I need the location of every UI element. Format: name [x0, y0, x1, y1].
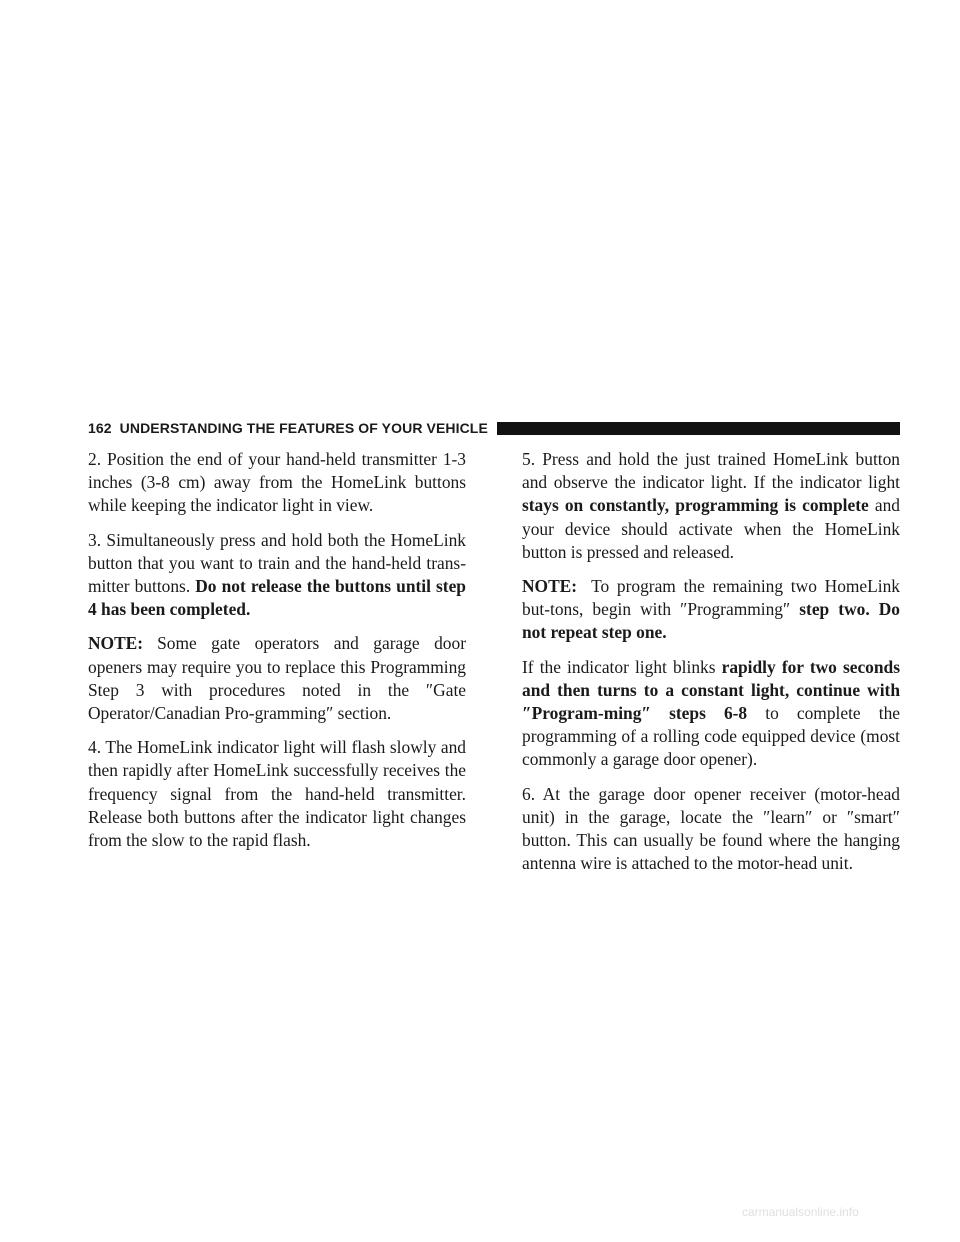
watermark: carmanualsonline.info — [742, 1205, 859, 1219]
note-label: NOTE: — [522, 576, 578, 597]
step-2-paragraph: 2. Position the end of your hand-held transmitter 1-3 inches (3-8 cm) away from the HomeLink buttons while keeping the indicator light in view. — [88, 449, 466, 516]
step-5-emphasis: stays on constantly, programming is complete — [522, 495, 869, 516]
note-1-paragraph: NOTE: Some gate operators and garage door openers may require you to replace this Programming Step 3 with procedures noted in the ″Gate Operator/Canadian Pro-gramming″ section. — [88, 633, 466, 724]
section-title: UNDERSTANDING THE FEATURES OF YOUR VEHICLE — [119, 420, 488, 436]
rolling-code-paragraph: If the indicator light blinks rapidly for two seconds and then turns to a constant light, continue with ″Program-ming″ steps 6-8 to complete the programming of a rolling code equipped device (most commonly a garage door opener). — [522, 656, 900, 770]
note-2-emphasis: step two. Do not repeat step one. — [522, 599, 900, 643]
step-5-paragraph: 5. Press and hold the just trained HomeLink button and observe the indicator light. If the indicator light stays on constantly, programming is complete and your device should activate when the HomeLink button is pressed and released. — [522, 449, 900, 562]
step-3-warning: Do not release the buttons until step 4 has been completed. — [88, 576, 466, 620]
page-header — [88, 418, 900, 438]
step-6-paragraph: 6. At the garage door opener receiver (motor-head unit) in the garage, locate the ″learn″ or ″smart″ button. This can usually be found where the hanging antenna wire is attached to the motor-head unit. — [522, 783, 900, 874]
note-label: NOTE: — [88, 633, 144, 654]
step-4-paragraph: 4. The HomeLink indicator light will flash slowly and then rapidly after HomeLink successfully receives the frequency signal from the hand-held transmitter. Release both buttons after the indicator light changes from the slow to the rapid flash. — [88, 737, 466, 851]
step-3-paragraph: 3. Simultaneously press and hold both the HomeLink button that you want to train and the hand-held trans-mitter buttons. Do not release the buttons until step 4 has been completed. — [88, 529, 466, 620]
left-column — [88, 448, 466, 863]
rolling-code-emphasis: rapidly for two seconds and then turns to a constant light, continue with ″Program-ming″ steps 6-8 — [522, 656, 900, 724]
page-number: 162 — [88, 420, 112, 436]
header-rule — [497, 422, 900, 435]
note-2-paragraph: NOTE: To program the remaining two HomeLink but-tons, begin with ″Programming″ step two. Do not repeat step one. — [522, 576, 900, 643]
right-column — [522, 448, 900, 886]
